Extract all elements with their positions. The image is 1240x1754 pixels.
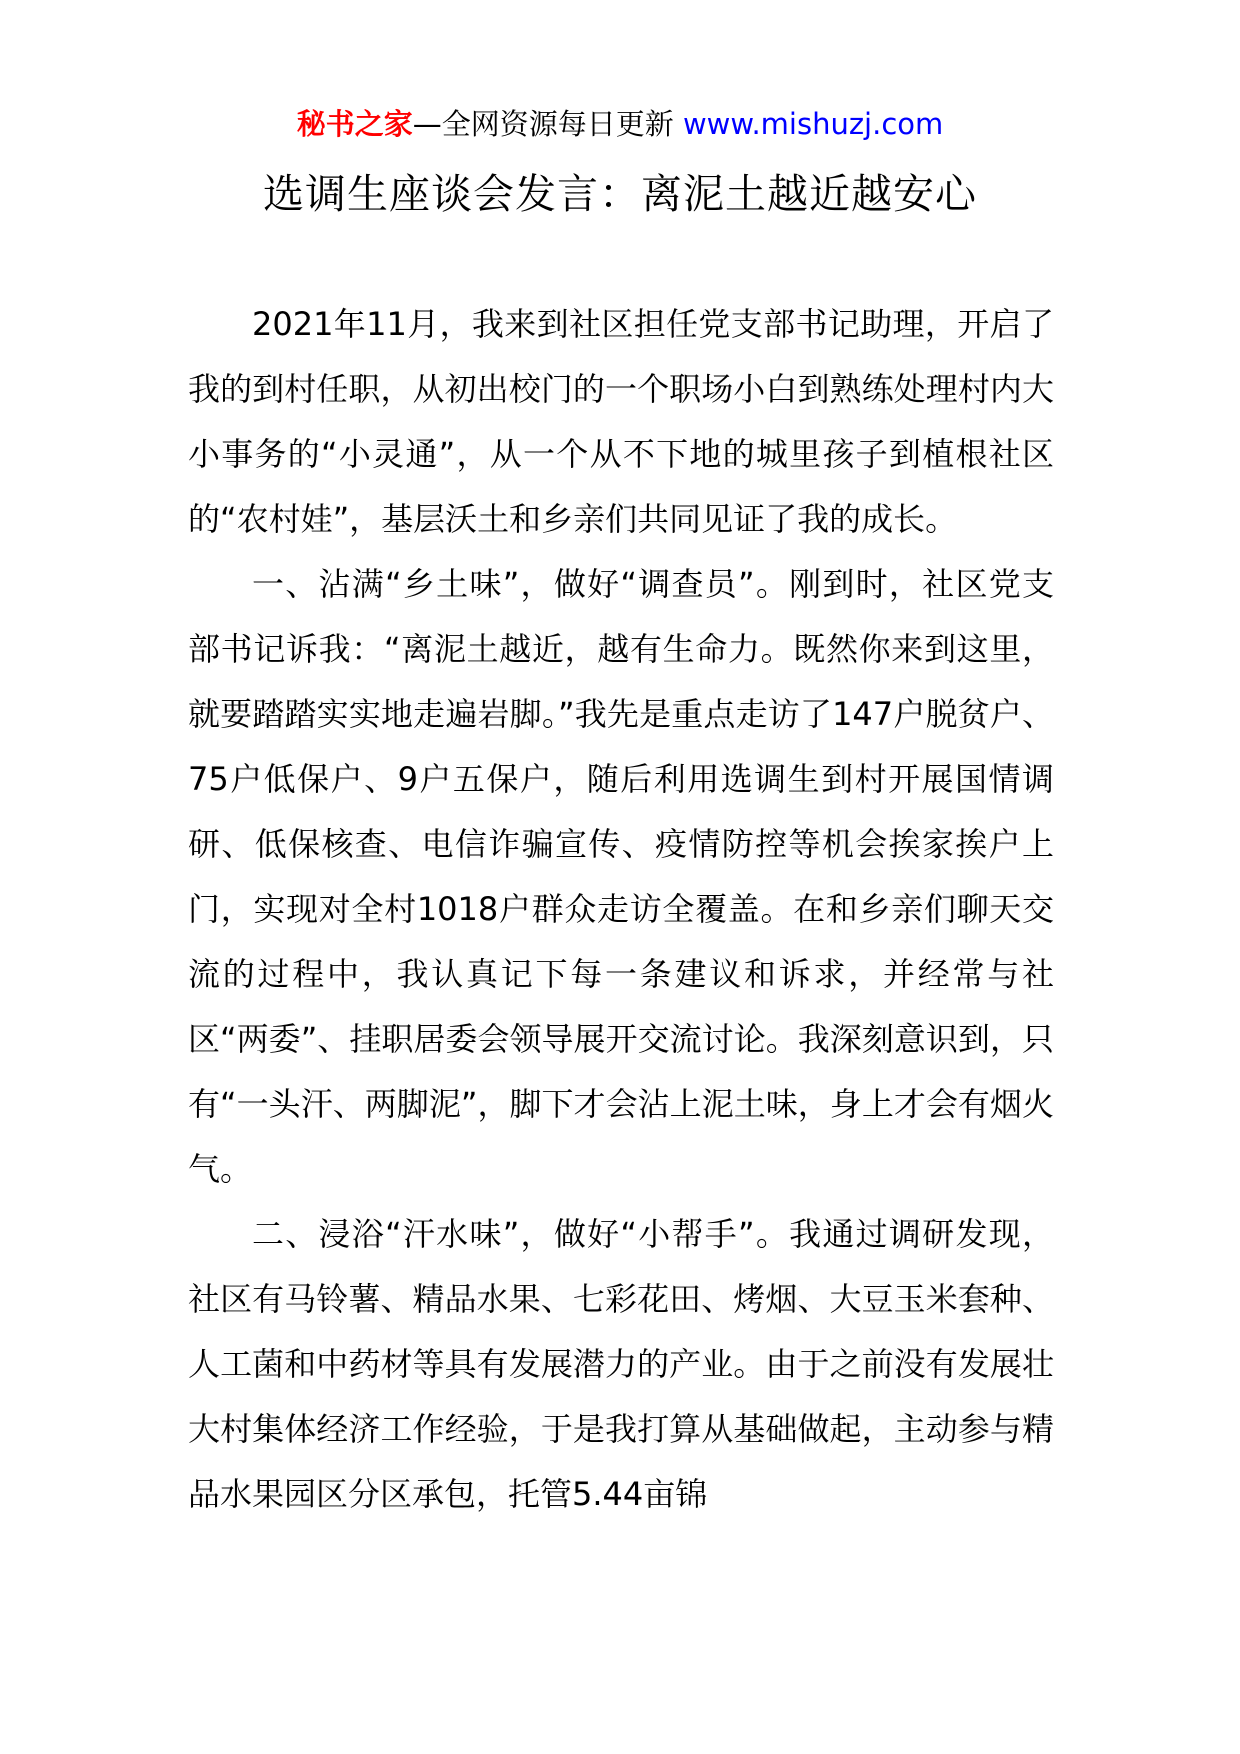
paragraph-section-two: 二、浸浴“汗水味”，做好“小帮手”。我通过调研发现，社区有马铃薯、精品水果、七彩花田、烤烟、大豆玉米套种、人工菌和中药材等具有发展潜力的产业。由于之前没有发展壮大村集体经济工作经验，于是我打算从基础做起，主动参与精品水果园区分区承包，托管5.44亩锦 xyxy=(188,1215,1054,1513)
paragraph-section-one: 一、沾满“乡土味”，做好“调查员”。刚到时，社区党支部书记诉我：“离泥土越近，越有生命力。既然你来到这里，就要踏踏实实地走遍岩脚。”我先是重点走访了147户脱贫户、75户低保户、9户五保户，随后利用选调生到村开展国情调研、低保核查、电信诈骗宣传、疫情防控等机会挨家挨户上门，实现对全村1018户群众走访全覆盖。在和乡亲们聊天交流的过程中，我认真记下每一条建议和诉求，并经常与社区“两委”、挂职居委会领导展开交流讨论。我深刻意识到，只有“一头汗、两脚泥”，脚下才会沾上泥土味，身上才会有烟火气。 xyxy=(188,565,1054,1188)
header-tagline: —全网资源每日更新 xyxy=(412,107,674,141)
source-header xyxy=(0,104,1240,144)
paragraph-intro: 2021年11月，我来到社区担任党支部书记助理，开启了我的到村任职，从初出校门的一个职场小白到熟练处理村内大小事务的“小灵通”，从一个从不下地的城里孩子到植根社区的“农村娃”，基层沃土和乡亲们共同见证了我的成长。 xyxy=(188,305,1054,538)
brand-name: 秘书之家 xyxy=(296,107,413,141)
site-url: www.mishuzj.com xyxy=(682,107,944,141)
document-title: 选调生座谈会发言：离泥土越近越安心 xyxy=(263,170,977,218)
document-body xyxy=(188,292,1054,1527)
